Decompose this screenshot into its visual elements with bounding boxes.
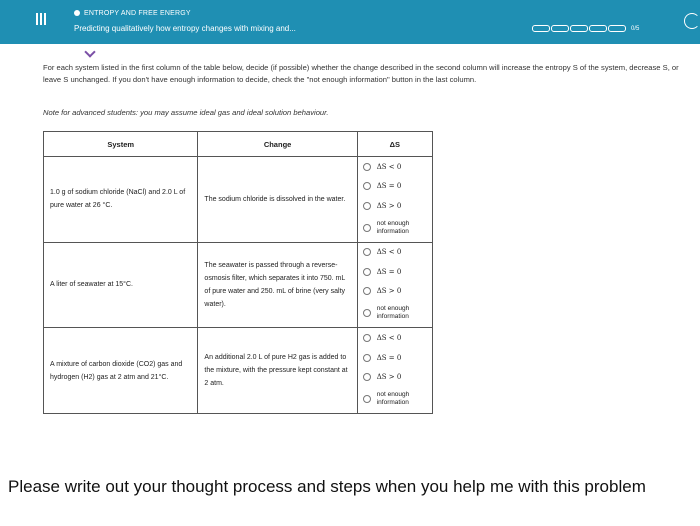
radio-button[interactable] bbox=[363, 202, 371, 210]
progress-segment bbox=[608, 25, 626, 32]
radio-button[interactable] bbox=[363, 248, 371, 256]
option-not-enough-info[interactable]: not enough information bbox=[358, 301, 432, 325]
radio-button[interactable] bbox=[363, 334, 371, 342]
option-unchanged[interactable]: ΔS = 0 bbox=[358, 177, 432, 197]
option-decrease[interactable]: ΔS < 0 bbox=[358, 157, 432, 177]
advanced-note: Note for advanced students: you may assume ideal gas and ideal solution behaviour. bbox=[43, 108, 329, 117]
progress-segment bbox=[532, 25, 550, 32]
delta-s-column-header: ΔS bbox=[357, 132, 432, 157]
option-increase[interactable]: ΔS > 0 bbox=[358, 367, 432, 387]
help-icon[interactable] bbox=[684, 13, 700, 29]
instructions-text: For each system listed in the first column of the table below, decide (if possible) whether the change described in the second column will increase the entropy S of the system, decrease S, or leave S unchanged. If you don't have enough information to decide, check the "not enough information" button in the last column. bbox=[43, 63, 679, 84]
progress-segment bbox=[589, 25, 607, 32]
table-row bbox=[44, 328, 433, 414]
page-title: Predicting qualitatively how entropy changes with mixing and... bbox=[74, 24, 296, 33]
entropy-table bbox=[43, 131, 433, 414]
radio-button[interactable] bbox=[363, 182, 371, 190]
radio-button[interactable] bbox=[363, 268, 371, 276]
delta-s-options bbox=[357, 328, 432, 414]
radio-button[interactable] bbox=[363, 309, 371, 317]
option-unchanged[interactable]: ΔS = 0 bbox=[358, 262, 432, 282]
delta-s-options bbox=[357, 242, 432, 328]
option-not-enough-info[interactable]: not enough information bbox=[358, 387, 432, 411]
change-cell: An additional 2.0 L of pure H2 gas is added to the mixture, with the pressure kept constant at 2 atm. bbox=[198, 328, 357, 414]
table-header-row bbox=[44, 132, 433, 157]
radio-button[interactable] bbox=[363, 287, 371, 295]
radio-button[interactable] bbox=[363, 354, 371, 362]
menu-icon[interactable] bbox=[36, 13, 48, 27]
chevron-down-icon[interactable] bbox=[84, 46, 95, 57]
option-increase[interactable]: ΔS > 0 bbox=[358, 282, 432, 302]
option-not-enough-info[interactable]: not enough information bbox=[358, 216, 432, 240]
progress-segment bbox=[570, 25, 588, 32]
option-decrease[interactable]: ΔS < 0 bbox=[358, 243, 432, 263]
change-column-header: Change bbox=[198, 132, 357, 157]
option-increase[interactable]: ΔS > 0 bbox=[358, 196, 432, 216]
change-cell: The sodium chloride is dissolved in the water. bbox=[198, 157, 357, 243]
topic-dot-icon bbox=[74, 10, 80, 16]
user-prompt: Please write out your thought process and steps when you help me with this problem bbox=[8, 477, 646, 496]
radio-button[interactable] bbox=[363, 224, 371, 232]
option-decrease[interactable]: ΔS < 0 bbox=[358, 328, 432, 348]
option-unchanged[interactable]: ΔS = 0 bbox=[358, 348, 432, 368]
radio-button[interactable] bbox=[363, 163, 371, 171]
table-row bbox=[44, 242, 433, 328]
system-column-header: System bbox=[44, 132, 198, 157]
progress-bar bbox=[532, 25, 639, 32]
progress-label: 0/5 bbox=[631, 25, 640, 32]
system-cell: A liter of seawater at 15°C. bbox=[44, 242, 198, 328]
delta-s-options bbox=[357, 157, 432, 243]
radio-button[interactable] bbox=[363, 373, 371, 381]
progress-segment bbox=[551, 25, 569, 32]
system-cell: 1.0 g of sodium chloride (NaCl) and 2.0 L of pure water at 26 °C. bbox=[44, 157, 198, 243]
header-bar bbox=[0, 0, 700, 44]
table-row bbox=[44, 157, 433, 243]
topic-label: ENTROPY AND FREE ENERGY bbox=[74, 10, 191, 17]
system-cell: A mixture of carbon dioxide (CO2) gas and hydrogen (H2) gas at 2 atm and 21°C. bbox=[44, 328, 198, 414]
radio-button[interactable] bbox=[363, 395, 371, 403]
change-cell: The seawater is passed through a reverse-osmosis filter, which separates it into 750. mL of pure water and 250. mL of brine (very salty water). bbox=[198, 242, 357, 328]
